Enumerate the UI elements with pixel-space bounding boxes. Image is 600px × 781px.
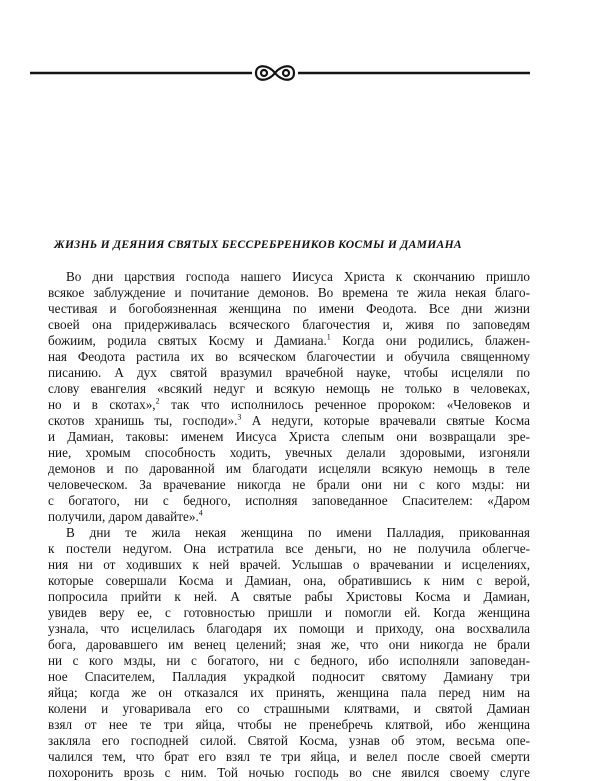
- text-fragment: так что исполнилось реченное пророком: «Человеков и: [159, 397, 530, 412]
- ornament-knot-icon: [256, 66, 294, 80]
- footnote-marker: 4: [198, 508, 203, 518]
- text-line: своей она придерживалась всяческого благочестия и, живя по заповедям: [48, 317, 530, 332]
- text-line: человеческом. За врачевание никогда не брали они ни с кого мзды: ни: [48, 477, 530, 492]
- text-line: колени и уговаривала его со страшными клятвами, и святой Дамиан: [48, 701, 530, 716]
- body-text: [48, 269, 530, 781]
- text-line: с богатого, ни с бедного, исполняя заповеданное Спасителем: «Даром: [48, 493, 530, 508]
- text-line: слову евангелия «всякий недуг и всякую немощь не только в человеках,: [48, 381, 530, 396]
- text-line: попросила прийти к ней. А святые рабы Христовы Косма и Дамиан,: [48, 589, 530, 604]
- footnote-marker: 3: [237, 412, 242, 422]
- text-line: закляла его господней силой. Святой Косма, узнав об этом, весьма опе-: [48, 733, 530, 748]
- text-fragment: божиим, родила святых Косму и Дамиана.: [48, 333, 327, 348]
- text-line: [48, 397, 530, 413]
- text-line: взял от нее те три яйца, чтобы не пренебречь клятвой, ибо женщина: [48, 717, 530, 732]
- text-line: всякое заблуждение и почитание демонов. Во времена те жила некая благо-: [48, 285, 530, 300]
- text-fragment: скотов хранишь ты, господи».: [48, 413, 238, 428]
- text-line: ние, хромым способность ходить, увечных делали здоровыми, изгоняли: [48, 445, 530, 460]
- text-line: ния ни от ходивших к ней врачей. Услышав о врачевании и исцелениях,: [48, 557, 530, 572]
- text-line: В дни те жила некая женщина по имени Палладия, прикованная: [66, 525, 530, 540]
- chapter-title: ЖИЗНЬ И ДЕЯНИЯ СВЯТЫХ БЕССРЕБРЕНИКОВ КОСМЫ И ДАМИАНА: [54, 238, 462, 251]
- text-line: Во дни царствия господа нашего Иисуса Христа к скончанию пришло: [66, 269, 530, 284]
- text-line: ное Спасителем, Палладия украдкой подносит святому Дамиану три: [48, 669, 530, 684]
- text-fragment: А недуги, которые врачевали святые Косма: [241, 413, 530, 428]
- footnote-marker: 2: [155, 396, 160, 406]
- text-line: узнала, что исцелилась благодаря их помощи и приходу, она восхвалила: [48, 621, 530, 636]
- text-line: яйца; когда же он отказался их принять, женщина пала перед ним на: [48, 685, 530, 700]
- text-line: демонов и по дарованной им благодати исцеляли всякую немощь в теле: [48, 461, 530, 476]
- text-line: к постели недугом. Она истратила все деньги, но не получила облегче-: [48, 541, 530, 556]
- text-line: и Дамиан, таковы: именем Иисуса Христа слепым они возвращали зре-: [48, 429, 530, 444]
- text-fragment: Когда они родились, блажен-: [330, 333, 531, 348]
- text-line: [48, 509, 530, 525]
- text-line: чалился тем, что брат его взял те три яйца, и велел после своей смерти: [48, 749, 530, 764]
- text-line: которые совершали Косма и Дамиан, она, обратившись к ним с верой,: [48, 573, 530, 588]
- text-line: бога, даровавшего им венец целений; зная же, что они никогда не брали: [48, 637, 530, 652]
- text-fragment: но и в скотах»,: [48, 397, 156, 412]
- text-line: писанию. А дух святой вразумил врачебной науке, чтобы исцеляли по: [48, 365, 530, 380]
- text-line: честивая и богобоязненная женщина по имени Феодота. Все дни жизни: [48, 301, 530, 316]
- text-line: [48, 413, 530, 429]
- text-line: ни с кого мзды, ни с богатого, ни с бедного, ибо исполняли заповедан-: [48, 653, 530, 668]
- text-line: похоронить врозь с ним. Той ночью господь во сне явился своему слуге: [48, 765, 530, 780]
- text-line: ная Феодота растила их во всяческом благочестии и обучила священному: [48, 349, 530, 364]
- header-ornament-divider: [30, 62, 530, 84]
- text-line: [48, 333, 530, 349]
- footnote-marker: 1: [326, 332, 331, 342]
- text-fragment: получили, даром давайте».: [48, 509, 199, 524]
- text-line: увидев веру ее, с готовностью пришли и помогли ей. Когда женщина: [48, 605, 530, 620]
